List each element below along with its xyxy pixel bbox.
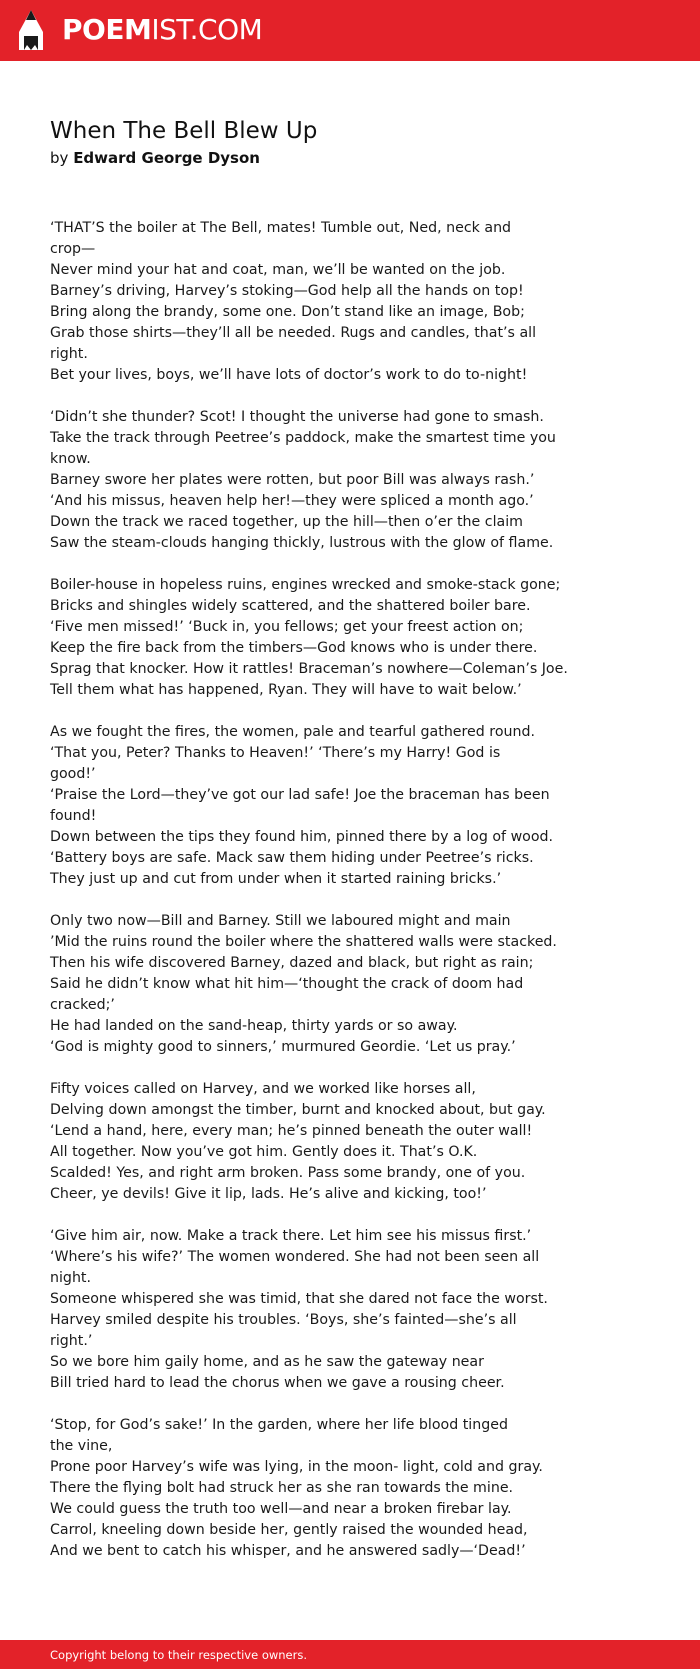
poem-line: Take the track through Peetree’s paddock, make the smartest time you	[50, 430, 556, 446]
poem-line: Only two now—Bill and Barney. Still we laboured might and main	[50, 913, 511, 929]
author-name: Edward George Dyson	[73, 149, 260, 167]
poem-line: Boiler-house in hopeless ruins, engines wrecked and smoke-stack gone;	[50, 577, 561, 593]
poem-line: Sprag that knocker. How it rattles! Braceman’s nowhere—Coleman’s Joe.	[50, 661, 568, 677]
poem-line: As we fought the fires, the women, pale and tearful gathered round.	[50, 724, 535, 740]
poem-line: Cheer, ye devils! Give it lip, lads. He’s alive and kicking, too!’	[50, 1186, 487, 1202]
poem-line: ‘Five men missed!’ ‘Buck in, you fellows; get your freest action on;	[50, 619, 524, 635]
poem-line: ‘Where’s his wife?’ The women wondered. She had not been seen all	[50, 1249, 540, 1265]
poem-line: ‘God is mighty good to sinners,’ murmured Geordie. ‘Let us pray.’	[50, 1039, 516, 1055]
poem-line: ‘Stop, for God’s sake!’ In the garden, where her life blood tinged	[50, 1417, 508, 1433]
poem-heading	[50, 115, 317, 169]
poem-line: And we bent to catch his whisper, and he answered sadly—‘Dead!’	[50, 1543, 526, 1559]
poem-line: Then his wife discovered Barney, dazed and black, but right as rain;	[50, 955, 534, 971]
poem-line: Saw the steam-clouds hanging thickly, lustrous with the glow of flame.	[50, 535, 554, 551]
poem-line: found!	[50, 808, 97, 824]
site-header	[0, 0, 700, 61]
poem-line: Barney swore her plates were rotten, but poor Bill was always rash.’	[50, 472, 535, 488]
poem-line: ‘Lend a hand, here, every man; he’s pinned beneath the outer wall!	[50, 1123, 533, 1139]
poem-line: Said he didn’t know what hit him—‘thought the crack of doom had	[50, 976, 524, 992]
poem-line: know.	[50, 451, 91, 467]
poem-line: ‘Battery boys are safe. Mack saw them hiding under Peetree’s ricks.	[50, 850, 534, 866]
poem-stanza	[50, 911, 557, 1058]
poem-line: Harvey smiled despite his troubles. ‘Boys, she’s fainted—she’s all	[50, 1312, 517, 1328]
poem-line: He had landed on the sand-heap, thirty yards or so away.	[50, 1018, 458, 1034]
poem-line: cracked;’	[50, 997, 115, 1013]
site-logo[interactable]	[62, 12, 262, 48]
poem-body	[50, 218, 568, 1583]
poem-line: Keep the fire back from the timbers—God knows who is under there.	[50, 640, 538, 656]
poem-line: All together. Now you’ve got him. Gently does it. That’s O.K.	[50, 1144, 478, 1160]
poem-line: Bet your lives, boys, we’ll have lots of doctor’s work to do to-night!	[50, 367, 528, 383]
poem-line: Someone whispered she was timid, that she dared not face the worst.	[50, 1291, 548, 1307]
poem-line: ‘Praise the Lord—they’ve got our lad safe! Joe the braceman has been	[50, 787, 550, 803]
poem-line: Delving down amongst the timber, burnt and knocked about, but gay.	[50, 1102, 546, 1118]
poem-line: Grab those shirts—they’ll all be needed. Rugs and candles, that’s all	[50, 325, 537, 341]
site-footer	[0, 1640, 700, 1669]
poem-line: Carrol, kneeling down beside her, gently raised the wounded head,	[50, 1522, 528, 1538]
poem-line: We could guess the truth too well—and near a broken firebar lay.	[50, 1501, 512, 1517]
poem-line: Bricks and shingles widely scattered, and the shattered boiler bare.	[50, 598, 531, 614]
pencil-logo-icon[interactable]	[17, 10, 45, 52]
poem-line: ’Mid the ruins round the boiler where the shattered walls were stacked.	[50, 934, 557, 950]
poem-line: ‘That you, Peter? Thanks to Heaven!’ ‘There’s my Harry! God is	[50, 745, 501, 761]
poem-line: Down the track we raced together, up the hill—then o’er the claim	[50, 514, 523, 530]
poem-line: Never mind your hat and coat, man, we’ll be wanted on the job.	[50, 262, 506, 278]
poem-line: good!’	[50, 766, 96, 782]
poem-line: Barney’s driving, Harvey’s stoking—God help all the hands on top!	[50, 283, 524, 299]
poem-line: night.	[50, 1270, 92, 1286]
poem-stanza	[50, 1226, 550, 1394]
poem-line: Fifty voices called on Harvey, and we worked like horses all,	[50, 1081, 476, 1097]
poem-line: They just up and cut from under when it started raining bricks.’	[50, 871, 502, 887]
poem-line: Bill tried hard to lead the chorus when we gave a rousing cheer.	[50, 1375, 505, 1391]
poem-line: ‘Didn’t she thunder? Scot! I thought the universe had gone to smash.	[50, 409, 544, 425]
poem-line: Scalded! Yes, and right arm broken. Pass some brandy, one of you.	[50, 1165, 526, 1181]
poem-line: Bring along the brandy, some one. Don’t stand like an image, Bob;	[50, 304, 525, 320]
poem-title: When The Bell Blew Up	[50, 118, 318, 144]
poem-stanza	[50, 1415, 550, 1562]
poem-line: the vine,	[50, 1438, 113, 1454]
byline-prefix: by	[50, 149, 69, 167]
poem-line: So we bore him gaily home, and as he saw the gateway near	[50, 1354, 484, 1370]
poem-line: ‘And his missus, heaven help her!—they were spliced a month ago.’	[50, 493, 534, 509]
poem-line: right.	[50, 346, 88, 362]
poem-line: There the flying bolt had struck her as she ran towards the mine.	[50, 1480, 514, 1496]
poem-line: Tell them what has happened, Ryan. They will have to wait below.’	[50, 682, 522, 698]
poem-line: crop—	[50, 241, 96, 257]
poem-stanza	[50, 722, 554, 890]
poem-line: ‘THAT’S the boiler at The Bell, mates! Tumble out, Ned, neck and	[50, 220, 512, 236]
poem-stanza	[50, 575, 568, 701]
poem-line: Prone poor Harvey’s wife was lying, in the moon- light, cold and gray.	[50, 1459, 543, 1475]
poem-line: Down between the tips they found him, pinned there by a log of wood.	[50, 829, 554, 845]
poem-stanza	[50, 218, 550, 386]
poem-line: right.’	[50, 1333, 93, 1349]
brand-light: IST.COM	[151, 13, 263, 46]
copyright-text: Copyright belong to their respective owners.	[50, 1648, 308, 1662]
byline	[50, 147, 317, 169]
poem-line: ‘Give him air, now. Make a track there. Let him see his missus first.’	[50, 1228, 532, 1244]
poem-stanza	[50, 1079, 550, 1205]
brand-bold: POEM	[62, 13, 152, 46]
poem-stanza	[50, 407, 556, 554]
